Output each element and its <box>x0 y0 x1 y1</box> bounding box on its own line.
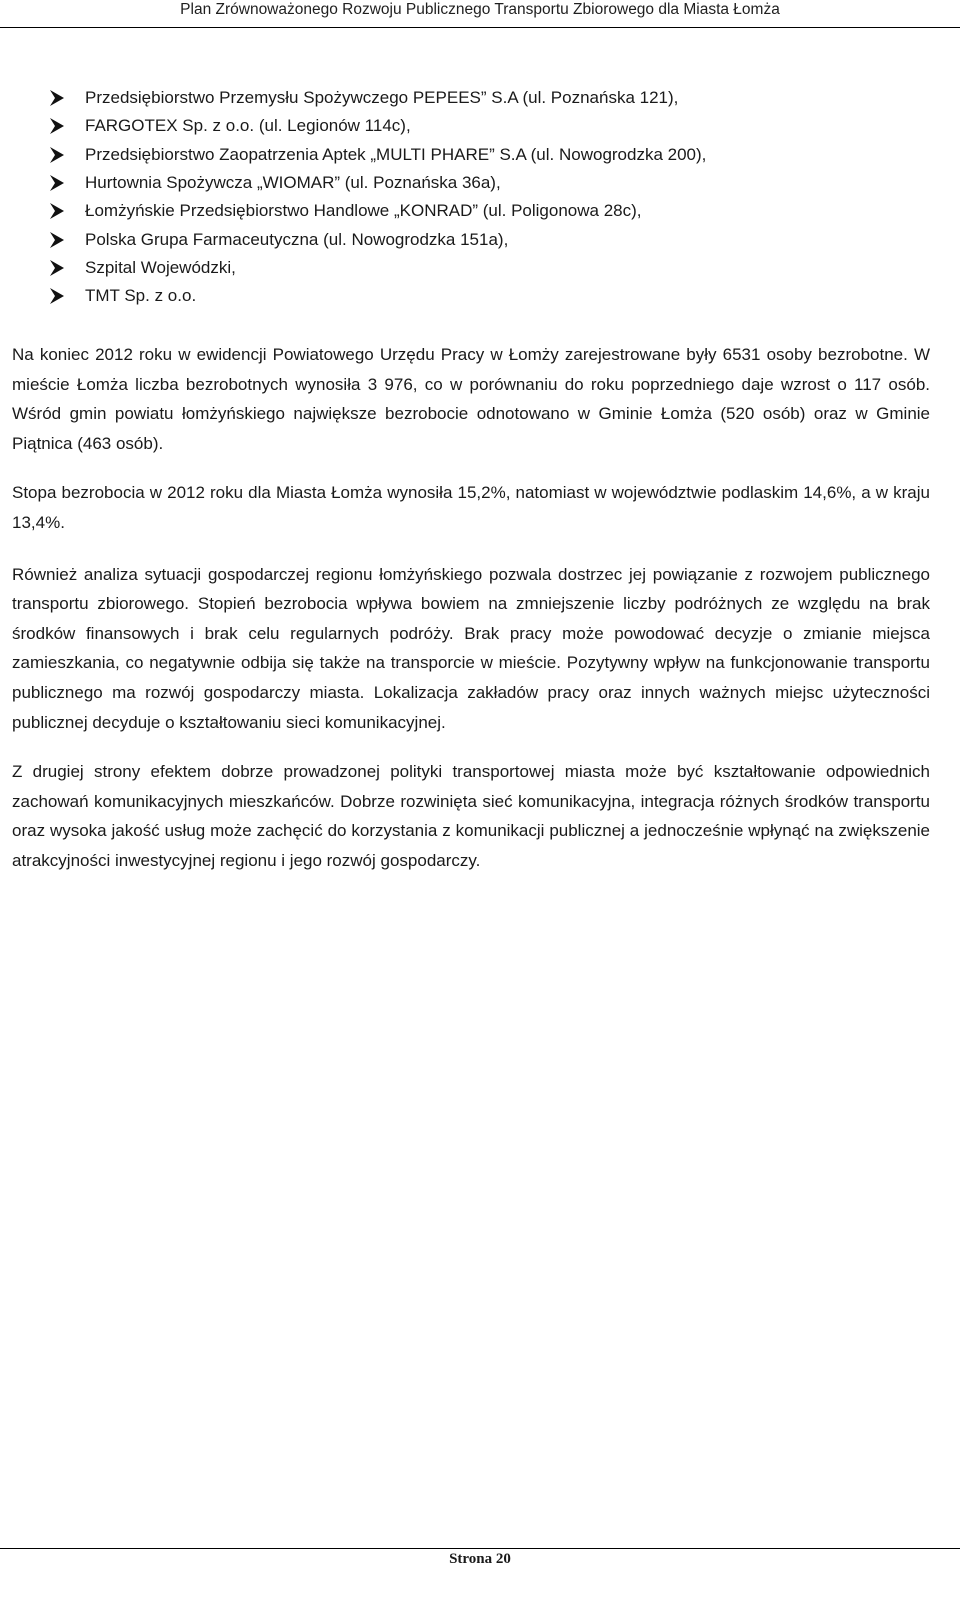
list-item <box>48 141 928 169</box>
list-item-text: Hurtownia Spożywcza „WIOMAR” (ul. Poznańska 36a), <box>85 173 501 193</box>
list-item <box>48 197 928 225</box>
arrowhead-bullet-icon <box>48 287 66 305</box>
paragraph-unemployment: Na koniec 2012 roku w ewidencji Powiatowego Urzędu Pracy w Łomży zarejestrowane były 6531 osoby bezrobotne. W mieście Łomża liczba bezrobotnych wynosiła 3 976, co w porównaniu do roku poprzedniego daje wzrost o 117 osób. Wśród gmin powiatu łomżyńskiego największe bezrobocie odnotowano w Gminie Łomża (520 osób) oraz w Gminie Piątnica (463 osób). <box>12 345 930 453</box>
arrowhead-bullet-icon <box>48 117 66 135</box>
list-item <box>48 282 928 310</box>
header-divider <box>0 27 960 28</box>
list-item <box>48 112 928 140</box>
list-item <box>48 84 928 112</box>
body-text <box>12 340 930 896</box>
list-item <box>48 225 928 253</box>
arrowhead-bullet-icon <box>48 146 66 164</box>
paragraph-transport-policy: Z drugiej strony efektem dobrze prowadzonej polityki transportowej miasta może być kształtowanie odpowiednich zachowań komunikacyjnych mieszkańców. Dobrze rozwinięta sieć komunikacyjna, integracja różnych środków transportu oraz wysoka jakość usług może zachęcić do korzystania z komunikacji publicznej a jednocześnie wpłynąć na zwiększenie atrakcyjności inwestycyjnej regionu i jego rozwój gospodarczy. <box>12 762 930 870</box>
footer-divider <box>0 1548 960 1549</box>
paragraph-economic-analysis: Również analiza sytuacji gospodarczej regionu łomżyńskiego pozwala dostrzec jej powiązanie z rozwojem publicznego transportu zbiorowego. Stopień bezrobocia wpływa bowiem na zmniejszenie liczby podróżnych ze względu na brak środków finansowych i brak celu regularnych podróży. Brak pracy może powodować decyzje o zmianie miejsca zamieszkania, co negatywnie odbija się także na transporcie w mieście. Pozytywny wpływ na funkcjonowanie transportu publicznego ma rozwój gospodarczy miasta. Lokalizacja zakładów pracy oraz innych ważnych miejsc użyteczności publicznej decyduje o kształtowaniu sieci komunikacyjnej. <box>12 564 930 732</box>
arrowhead-bullet-icon <box>48 202 66 220</box>
list-item-text: FARGOTEX Sp. z o.o. (ul. Legionów 114c), <box>85 116 411 136</box>
list-item-text: Przedsiębiorstwo Zaopatrzenia Aptek „MULTI PHARE” S.A (ul. Nowogrodzka 200), <box>85 144 707 164</box>
page-number: Strona 20 <box>449 1551 511 1567</box>
company-list <box>48 84 928 310</box>
arrowhead-bullet-icon <box>48 259 66 277</box>
list-item-text: TMT Sp. z o.o. <box>85 286 197 306</box>
paragraph-unemployment-rate: Stopa bezrobocia w 2012 roku dla Miasta Łomża wynosiła 15,2%, natomiast w województwie podlaskim 14,6%, a w kraju 13,4%. <box>12 483 930 532</box>
list-item-text: Szpital Wojewódzki, <box>85 257 236 277</box>
arrowhead-bullet-icon <box>48 174 66 192</box>
arrowhead-bullet-icon <box>48 231 66 249</box>
arrowhead-bullet-icon <box>48 89 66 107</box>
list-item-text: Polska Grupa Farmaceutyczna (ul. Nowogrodzka 151a), <box>85 229 509 249</box>
list-item-text: Łomżyńskie Przedsiębiorstwo Handlowe „KONRAD” (ul. Poligonowa 28c), <box>85 201 642 221</box>
list-item <box>48 169 928 197</box>
document-title: Plan Zrównoważonego Rozwoju Publicznego Transportu Zbiorowego dla Miasta Łomża <box>180 1 780 18</box>
list-item-text: Przedsiębiorstwo Przemysłu Spożywczego PEPEES” S.A (ul. Poznańska 121), <box>85 88 679 108</box>
page-footer <box>0 1548 960 1572</box>
list-item <box>48 254 928 282</box>
page-header <box>0 0 960 34</box>
